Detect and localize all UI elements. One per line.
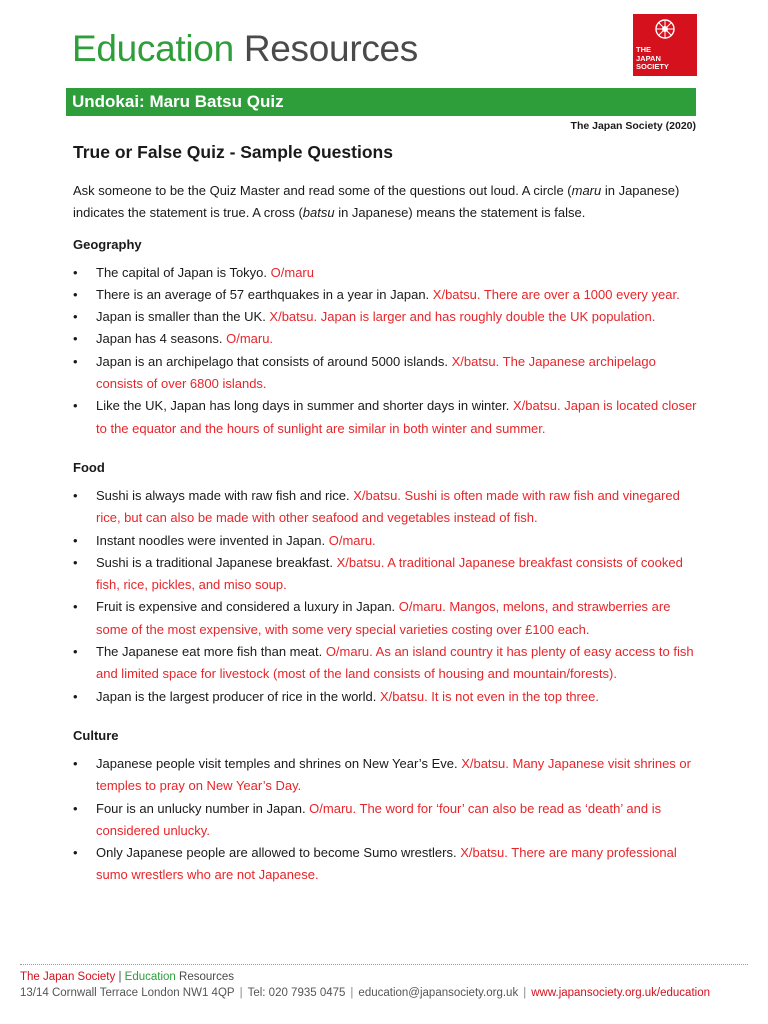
bullet-icon: • <box>73 599 78 615</box>
question-statement: The capital of Japan is Tokyo. <box>96 264 271 280</box>
header-title-education: Education <box>72 28 234 69</box>
question-statement: Japan has 4 seasons. <box>96 331 227 347</box>
footer-edu: Education <box>124 971 176 983</box>
question-answer: X/batsu. There are over a 1000 every year. <box>432 286 680 302</box>
question-item <box>73 530 698 552</box>
question-item <box>73 262 698 284</box>
bullet-icon: • <box>73 800 78 816</box>
question-item <box>73 641 698 686</box>
question-answer: X/batsu. The Japanese archipelago consists of over 6800 islands. <box>96 353 656 392</box>
question-answer: X/batsu. It is not even in the top three. <box>379 688 599 704</box>
footer-contact: 13/14 Cornwall Terrace London NW1 4QP | Tel: 020 7935 0475 | education@japansociety.org.uk | www.japansociety.org.uk/education <box>20 987 710 999</box>
bullet-icon: • <box>73 398 78 414</box>
question-item <box>73 596 698 641</box>
question-item <box>73 485 698 530</box>
intro-paragraph: Ask someone to be the Quiz Master and read some of the questions out loud. A circle (maru in Japanese) indicates the statement is true. A cross (batsu in Japanese) means the statement is false. <box>73 183 680 221</box>
footer-brand: The Japan Society | Education Resources <box>20 971 234 983</box>
question-statement: Only Japanese people are allowed to become Sumo wrestlers. <box>96 845 461 861</box>
question-answer: X/batsu. Japan is located closer to the equator and the hours of sunlight are similar in both winter and summer. <box>96 398 697 436</box>
question-answer: X/batsu. Many Japanese visit shrines or temples to pray on New Year’s Day. <box>96 755 691 794</box>
question-list <box>73 262 698 440</box>
question-answer: X/batsu. A traditional Japanese breakfast consists of cooked fish, rice, pickles, and miso soup. <box>96 554 683 593</box>
question-item <box>73 842 698 887</box>
credit-text: The Japan Society (2020) <box>570 120 696 132</box>
bullet-icon: • <box>73 845 78 861</box>
page-header-title <box>72 24 418 74</box>
bullet-icon: • <box>73 309 78 325</box>
intro-batsu: batsu <box>302 205 335 221</box>
footer-divider <box>20 964 748 965</box>
question-item <box>73 395 698 440</box>
question-answer: X/batsu. Japan is larger and has roughly double the UK population. <box>269 309 656 325</box>
header-title-resources: Resources <box>243 28 419 69</box>
question-statement: Japanese people visit temples and shrines on New Year’s Eve. <box>96 755 462 771</box>
question-statement: Fruit is expensive and considered a luxury in Japan. <box>96 599 399 615</box>
question-answer: O/maru. <box>226 331 274 347</box>
quiz-sections <box>73 234 698 887</box>
question-item <box>73 351 698 396</box>
page-heading: True or False Quiz - Sample Questions <box>73 142 393 162</box>
chrysanthemum-emblem-icon <box>655 16 675 44</box>
question-statement: Sushi is a traditional Japanese breakfast. <box>96 554 337 570</box>
footer-email-link[interactable]: education@japansociety.org.uk <box>358 987 519 999</box>
question-answer: O/maru <box>270 264 314 280</box>
question-statement: There is an average of 57 earthquakes in a year in Japan. <box>96 286 433 302</box>
bullet-icon: • <box>73 331 78 347</box>
question-statement: Instant noodles were invented in Japan. <box>96 532 329 548</box>
bullet-icon: • <box>73 644 78 660</box>
footer-tel: Tel: 020 7935 0475 <box>247 987 346 999</box>
bullet-icon: • <box>73 688 78 704</box>
question-item <box>73 306 698 328</box>
section-heading: Culture <box>73 727 119 743</box>
logo-text: THE JAPAN SOCIETY <box>636 45 669 72</box>
bullet-icon: • <box>73 755 78 771</box>
question-item <box>73 328 698 350</box>
footer-address: 13/14 Cornwall Terrace London NW1 4QP <box>20 987 235 999</box>
question-statement: Like the UK, Japan has long days in summer and shorter days in winter. <box>96 398 513 414</box>
question-item <box>73 552 698 597</box>
question-answer: X/batsu. Sushi is often made with raw fish and vinegared rice, but can also be made with other seafood and vegetables instead of fish. <box>96 487 680 526</box>
question-item <box>73 686 698 708</box>
bullet-icon: • <box>73 554 78 570</box>
bullet-icon: • <box>73 264 78 280</box>
question-answer: X/batsu. There are many professional sumo wrestlers who are not Japanese. <box>96 845 677 883</box>
footer-org: The Japan Society <box>20 971 116 983</box>
banner-title: Undokai: Maru Batsu Quiz <box>72 92 284 111</box>
bullet-icon: • <box>73 532 78 548</box>
question-statement: Four is an unlucky number in Japan. <box>96 800 310 816</box>
question-item <box>73 284 698 306</box>
question-answer: O/maru. The word for ‘four’ can also be read as ‘death’ and is considered unlucky. <box>96 800 662 838</box>
question-list <box>73 485 698 708</box>
question-statement: Japan is smaller than the UK. <box>96 309 270 325</box>
question-item <box>73 753 698 798</box>
bullet-icon: • <box>73 286 78 302</box>
question-answer: O/maru. <box>328 532 376 548</box>
section-heading: Geography <box>73 236 142 252</box>
title-banner <box>66 88 696 116</box>
bullet-icon: • <box>73 487 78 503</box>
question-statement: The Japanese eat more fish than meat. <box>96 644 326 660</box>
question-answer: O/maru. As an island country it has plenty of easy access to fish and limited space for livestock (most of the land consists of housing and mountain/forests). <box>96 644 694 682</box>
question-statement: Japan is the largest producer of rice in the world. <box>96 688 380 704</box>
question-item <box>73 798 698 843</box>
question-statement: Japan is an archipelago that consists of around 5000 islands. <box>96 353 452 369</box>
footer-website-link[interactable]: www.japansociety.org.uk/education <box>531 987 710 999</box>
question-list <box>73 753 698 887</box>
section-heading: Food <box>73 459 105 475</box>
main-content <box>73 140 698 887</box>
bullet-icon: • <box>73 353 78 369</box>
question-statement: Sushi is always made with raw fish and rice. <box>96 487 354 503</box>
intro-maru: maru <box>571 183 602 198</box>
question-answer: O/maru. Mangos, melons, and strawberries are some of the most expensive, with some very special varieties costing over £100 each. <box>96 599 671 637</box>
japan-society-logo <box>633 14 697 76</box>
